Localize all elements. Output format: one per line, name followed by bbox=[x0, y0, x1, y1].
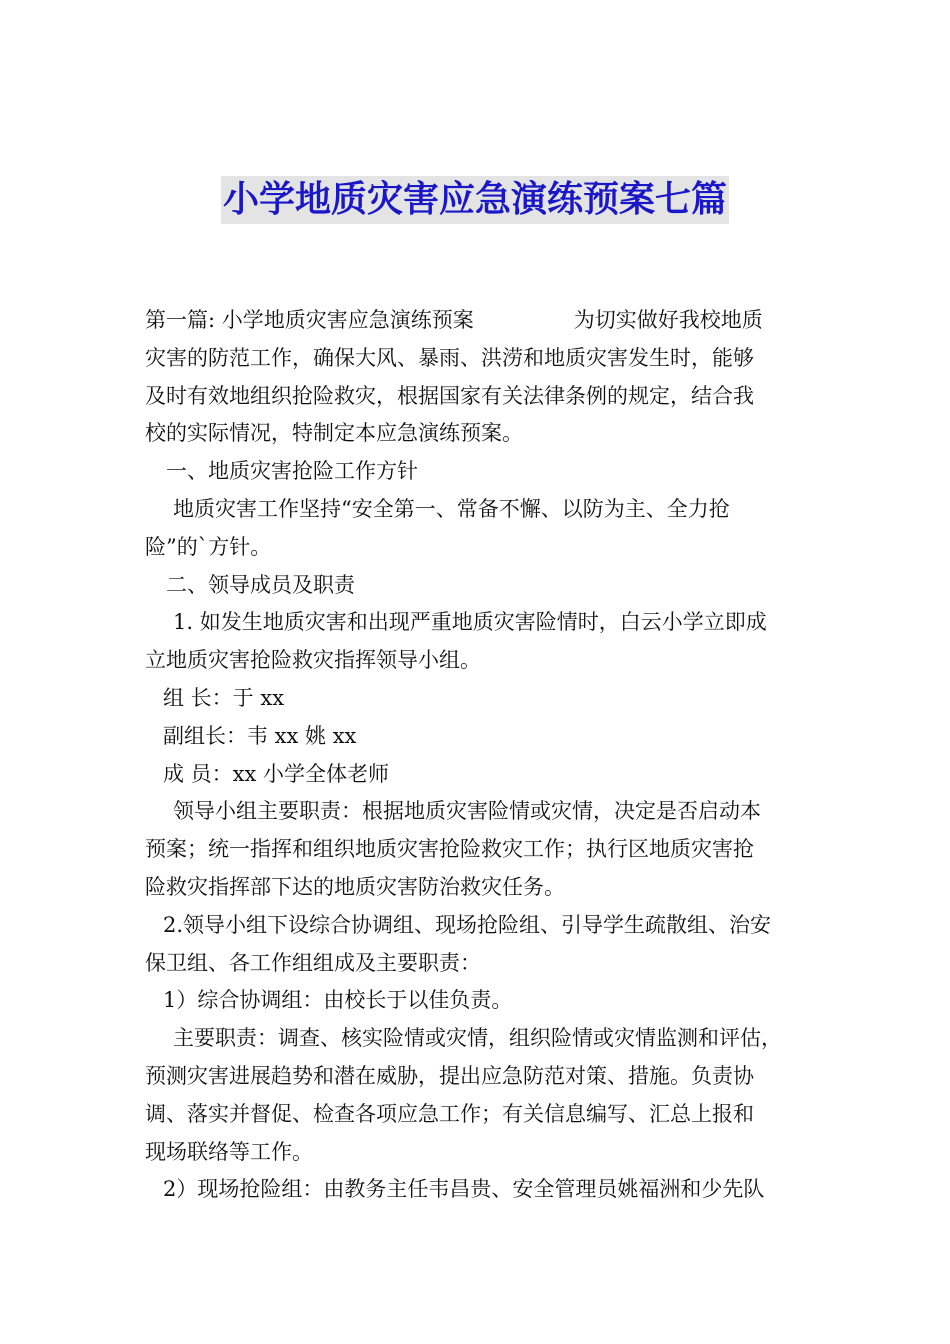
paragraph-line: 领导小组主要职责：根据地质灾害险情或灾情，决定是否启动本 bbox=[173, 799, 761, 824]
paragraph-line: 保卫组、各工作组组成及主要职责： bbox=[145, 950, 481, 975]
list-item: 2）现场抢险组：由教务主任韦昌贵、安全管理员姚福洲和少先队 bbox=[163, 1177, 765, 1202]
paragraph-line: 主要职责：调查、核实险情或灾情，组织险情或灾情监测和评估， bbox=[173, 1026, 782, 1051]
paragraph-line: 预测灾害进展趋势和潜在威胁，提出应急防范对策、措施。负责协 bbox=[145, 1063, 754, 1088]
document-body bbox=[145, 302, 810, 1209]
section-heading: 一、地质灾害抢险工作方针 bbox=[166, 459, 418, 484]
member-line: 成 员：xx 小学全体老师 bbox=[163, 761, 390, 786]
paragraph-line: 调、落实并督促、检查各项应急工作；有关信息编写、汇总上报和 bbox=[145, 1101, 754, 1126]
paragraph-line: 现场联络等工作。 bbox=[145, 1139, 313, 1164]
section-heading: 二、领导成员及职责 bbox=[166, 572, 355, 597]
document-title: 小学地质灾害应急演练预案七篇 bbox=[221, 176, 729, 224]
paragraph-line: 校的实际情况，特制定本应急演练预案。 bbox=[145, 421, 523, 446]
paragraph-line: 险救灾指挥部下达的地质灾害防治救灾任务。 bbox=[145, 874, 565, 899]
title-container bbox=[0, 176, 950, 224]
paragraph-line: 灾害的防范工作，确保大风、暴雨、洪涝和地质灾害发生时，能够 bbox=[145, 345, 754, 370]
paragraph-line bbox=[145, 302, 810, 340]
paragraph-line: 及时有效地组织抢险救灾，根据国家有关法律条例的规定，结合我 bbox=[145, 383, 754, 408]
list-item: 1）综合协调组：由校长于以佳负责。 bbox=[163, 988, 513, 1013]
paragraph-line: 2.领导小组下设综合协调组、现场抢险组、引导学生疏散组、治安 bbox=[163, 912, 772, 937]
paragraph-line: 预案；统一指挥和组织地质灾害抢险救灾工作；执行区地质灾害抢 bbox=[145, 837, 754, 862]
paragraph-text: 为切实做好我校地质 bbox=[573, 308, 763, 332]
paragraph-line: 地质灾害工作坚持“安全第一、常备不懈、以防为主、全力抢 bbox=[173, 496, 730, 521]
paragraph-line: 1. 如发生地质灾害和出现严重地质灾害险情时，白云小学立即成 bbox=[173, 610, 767, 635]
section-heading: 第一篇: 小学地质灾害应急演练预案 bbox=[145, 308, 474, 332]
member-line: 组 长：于 xx bbox=[163, 685, 285, 710]
paragraph-line: 险”的`方针。 bbox=[145, 534, 272, 559]
member-line: 副组长：韦 xx 姚 xx bbox=[163, 723, 357, 748]
paragraph-line: 立地质灾害抢险救灾指挥领导小组。 bbox=[145, 648, 481, 673]
